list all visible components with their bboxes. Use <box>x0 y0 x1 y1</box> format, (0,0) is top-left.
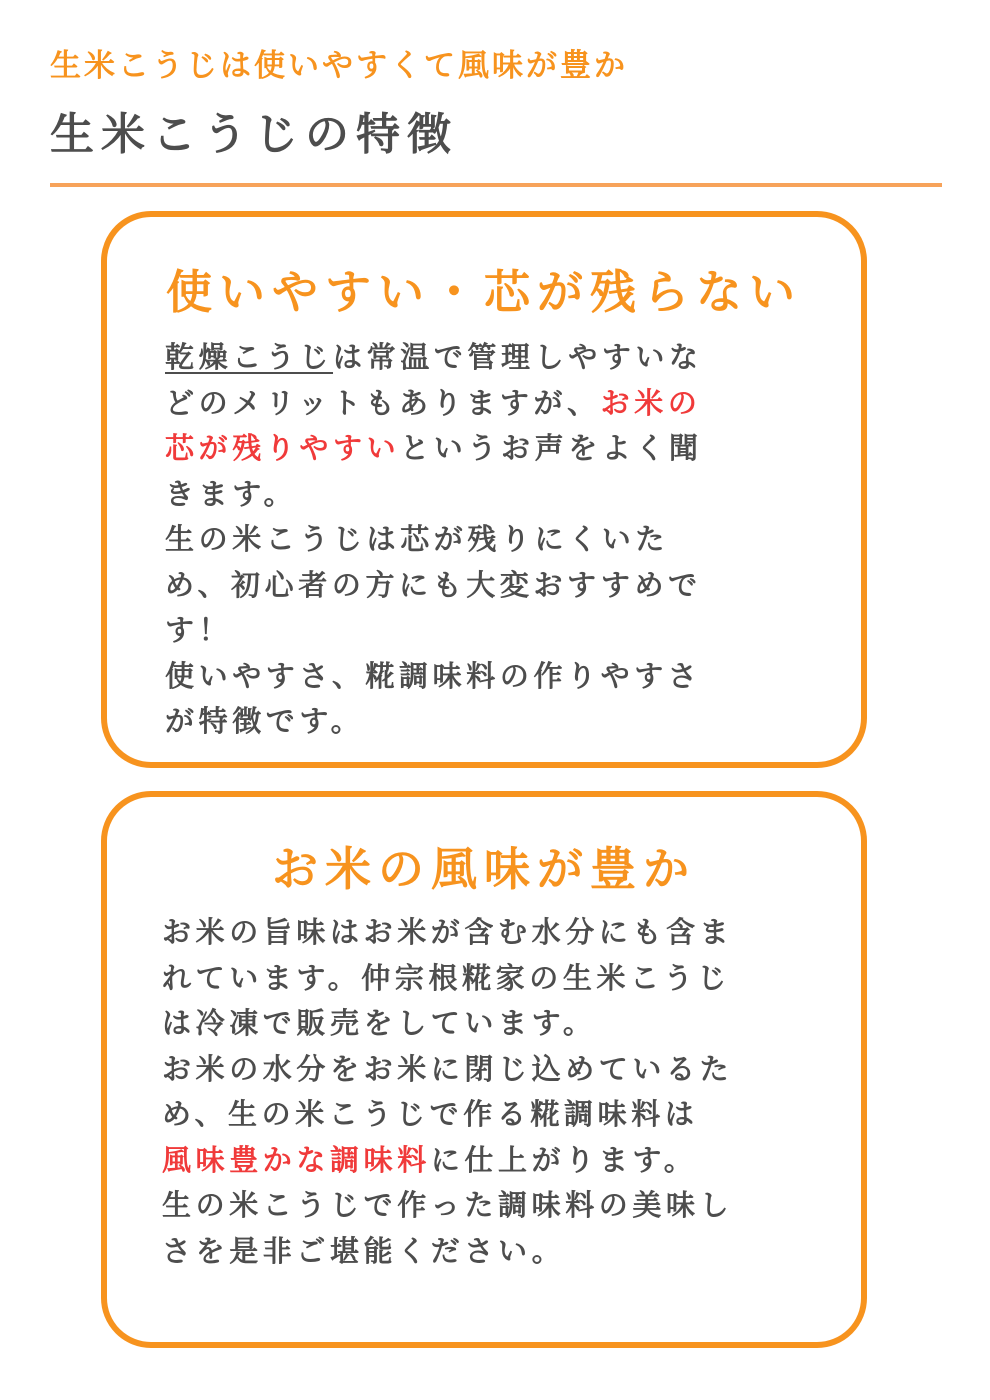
body-text: に仕上がります。 <box>430 1142 698 1177</box>
body-text: きます。 <box>165 476 298 511</box>
body-line <box>165 426 785 472</box>
body-line <box>165 517 785 563</box>
body-text: お米の旨味はお米が含む水分にも含ま <box>162 915 734 949</box>
body-line <box>165 563 785 609</box>
body-text: どのメリットもありますが、 <box>165 385 601 420</box>
header-divider <box>50 183 942 187</box>
body-text: は常温で管理しやすいな <box>333 340 703 374</box>
body-line <box>165 335 785 381</box>
highlighted-text: 芯が残りやすい <box>165 431 401 465</box>
body-text: め、生の米こうじで作る糀調味料は <box>162 1097 699 1131</box>
page-title: 生米こうじの特徴 <box>50 109 458 160</box>
body-line <box>162 1092 817 1138</box>
body-text: お米の水分をお米に閉じ込めているた <box>162 1051 734 1086</box>
feature-card-easy-to-use <box>101 211 867 768</box>
feature-card-rich-flavor <box>101 791 867 1348</box>
body-text: が特徴です。 <box>165 704 365 738</box>
body-line <box>162 1183 817 1229</box>
card-body <box>162 910 817 1274</box>
body-line <box>162 1138 817 1184</box>
card-body <box>165 335 785 745</box>
body-line <box>162 1229 817 1275</box>
body-text: 生の米こうじは芯が残りにくいた <box>165 522 670 556</box>
card-heading: 使いやすい・芯が残らない <box>166 265 802 319</box>
body-line <box>162 956 817 1002</box>
card-heading: お米の風味が豊か <box>272 842 696 896</box>
highlighted-text: 風味豊かな調味料 <box>162 1142 431 1177</box>
body-text: というお声をよく聞 <box>400 431 703 465</box>
body-text: す！ <box>165 613 233 647</box>
body-text: 生の米こうじで作った調味料の美味し <box>162 1188 734 1222</box>
body-line <box>162 1001 817 1047</box>
body-text: 使いやすさ、糀調味料の作りやすさ <box>165 658 702 693</box>
body-text: め、初心者の方にも大変おすすめで <box>165 567 702 602</box>
body-line <box>162 910 817 956</box>
body-line <box>165 472 785 518</box>
page-subtitle: 生米こうじは使いやすくて風味が豊か <box>50 48 628 84</box>
body-line <box>165 654 785 700</box>
highlighted-text: お米の <box>600 385 702 420</box>
body-text: れています。仲宗根糀家の生米こうじ <box>162 960 731 995</box>
body-line <box>162 1047 817 1093</box>
body-text: は冷凍で販売をしています。 <box>162 1006 597 1040</box>
page-header <box>50 38 942 176</box>
body-line <box>165 699 785 745</box>
body-text: さを是非ご堪能ください。 <box>162 1233 566 1268</box>
underlined-text: 乾燥こうじ <box>165 340 334 374</box>
body-line <box>165 608 785 654</box>
body-line <box>165 381 785 427</box>
